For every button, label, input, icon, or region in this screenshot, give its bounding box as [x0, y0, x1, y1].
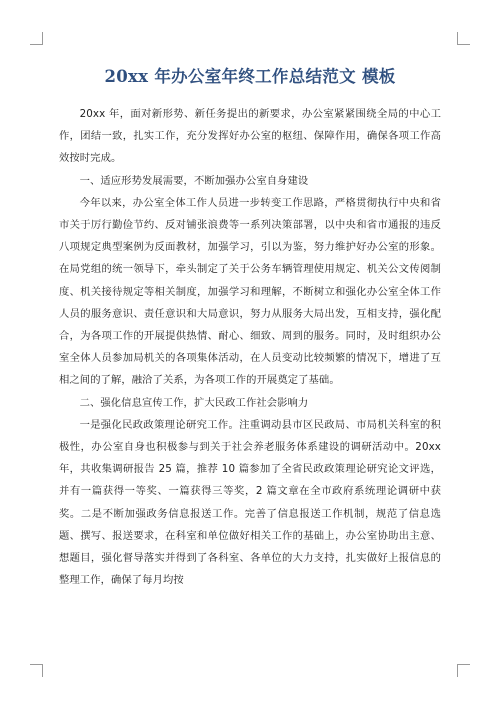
intro-paragraph: 20xx 年，面对新形势、新任务提出的新要求，办公室紧紧围绕全局的中心工作，团结一致，扎实工作，充分发挥好办公室的枢纽、保障作用，确保各项工作高效按时完成。: [59, 108, 441, 165]
section-heading-2: 二、强化信息宣传工作，扩大民政工作社会影响力: [79, 396, 309, 409]
crop-mark-bottom-right: [457, 664, 470, 677]
section-2-paragraph: 一是强化民政政策理论研究工作。注重调动县市区民政局、市局机关科室的积极性，办公室自身也积极参与到关于社会养老服务体系建设的调研活动中。20xx 年，共收集调研报告 25 篇，推荐 10 篇参加了全省民政政策理论研究论文评选，并有一篇获得一等奖、一篇获得三等奖，2 篇文章在全市政府系统理论调研中获奖。二是不断加强政务信息报送工作。完善了信息报送工作机制，规范了信息选题、撰写、报送要求，在科室和单位做好相关工作的基础上，办公室协助出主意、想题目，强化督导落实并得到了各科室、各单位的大力支持，扎实做好上报信息的整理工作，确保了每月均按: [59, 418, 441, 587]
crop-mark-top-right: [457, 32, 470, 45]
document-body: [59, 103, 441, 591]
document-title: 20xx 年办公室年终工作总结范文 模板: [104, 67, 396, 86]
section-heading-1: 一、适应形势发展需要，不断加强办公室自身建设: [79, 174, 309, 187]
crop-mark-top-left: [30, 32, 43, 45]
section-1-paragraph: 今年以来，办公室全体工作人员进一步转变工作思路，严格贯彻执行中央和省市关于厉行勤俭节约、反对铺张浪费等一系列决策部署，以中央和省市通报的违反八项规定典型案例为反面教材，加强学习，引以为鉴，努力维护好办公室的形象。在局党组的统一领导下，牵头制定了关于公务车辆管理使用规定、机关公文传阅制度、机关接待规定等相关制度，加强学习和理解，不断树立和强化办公室全体工作人员的服务意识、责任意识和大局意识，努力从服务大局出发，互相支持，强化配合，为各项工作的开展提供热情、耐心、细致、周到的服务。同时，及时组织办公室全体人员参加局机关的各项集体活动，在人员变动比较频繁的情况下，增进了互相之间的了解，融洽了关系，为各项工作的开展奠定了基础。: [59, 196, 441, 387]
crop-mark-bottom-left: [30, 664, 43, 677]
